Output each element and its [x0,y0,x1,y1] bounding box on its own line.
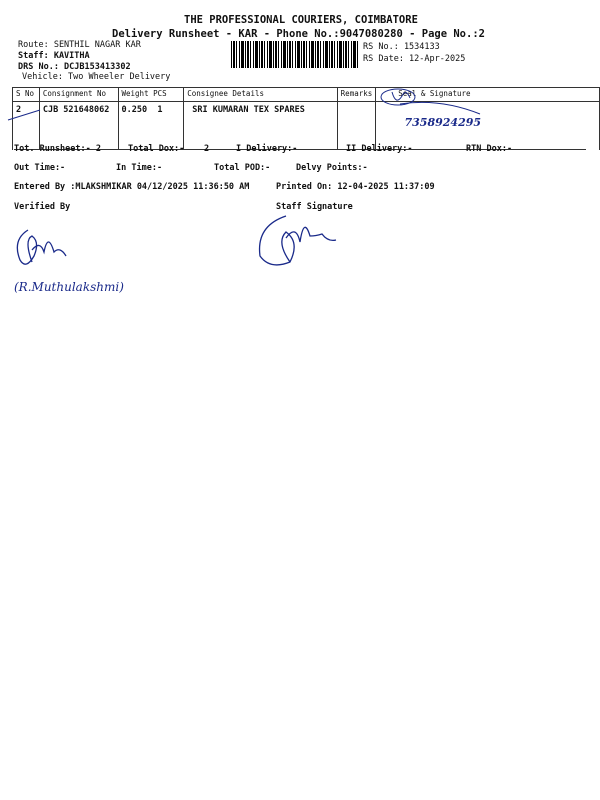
col-sno: S No [13,88,40,102]
rtn-dox: RTN Dox:- [466,144,513,154]
company-title: THE PROFESSIONAL COURIERS, COIMBATORE [184,14,418,26]
cell-pcs: 1 [157,105,163,115]
delvy-points: Delvy Points:- [296,163,368,173]
staff-signature-label: Staff Signature [276,202,353,212]
printed-on: Printed On: 12-04-2025 11:37:09 [276,182,435,192]
out-time: Out Time:- [14,163,66,173]
i-delivery: I Delivery:- [236,144,298,154]
rs-no: RS No.: 1534133 [363,42,440,52]
cell-consignment: CJB 521648062 [39,102,118,151]
vehicle: Vehicle: Two Wheeler Delivery [22,72,171,82]
col-remarks: Remarks [337,88,376,102]
total-dox-value: 2 [204,144,210,154]
col-consignment: Consignment No [39,88,118,102]
cell-consignee: SRI KUMARAN TEX SPARES [184,102,337,151]
verified-by: Verified By [14,202,71,212]
rs-date: RS Date: 12-Apr-2025 [363,54,466,64]
in-time: In Time:- [116,163,163,173]
handwritten-name: (R.Muthulakshmi) [14,280,124,294]
drs-no: DRS No.: DCJB153413302 [18,62,131,72]
total-dox: Total Dox:- [128,144,185,154]
runsheet-subtitle: Delivery Runsheet - KAR - Phone No.:9047080280 - Page No.:2 [112,28,485,40]
verifier-signature [8,222,88,282]
cell-weight: 0.250 [121,105,148,115]
col-weight-pcs: Weight PCS [118,88,184,102]
staff-signature [256,210,356,270]
total-pod: Total POD:- [214,163,271,173]
col-seal-signature: Seal & Signature [376,88,600,102]
col-consignee: Consignee Details [184,88,337,102]
handwritten-phone: 7358924295 [404,115,482,129]
ii-delivery: II Delivery:- [346,144,413,154]
route: Route: SENTHIL NAGAR KAR [18,40,141,50]
cell-sno: 2 [13,102,40,151]
entered-by: Entered By :MLAKSHMIKAR 04/12/2025 11:36:50 AM [14,182,250,192]
tot-runsheet: Tot. Runsheet:- 2 [14,144,101,154]
staff: Staff: KAVITHA [18,51,90,61]
